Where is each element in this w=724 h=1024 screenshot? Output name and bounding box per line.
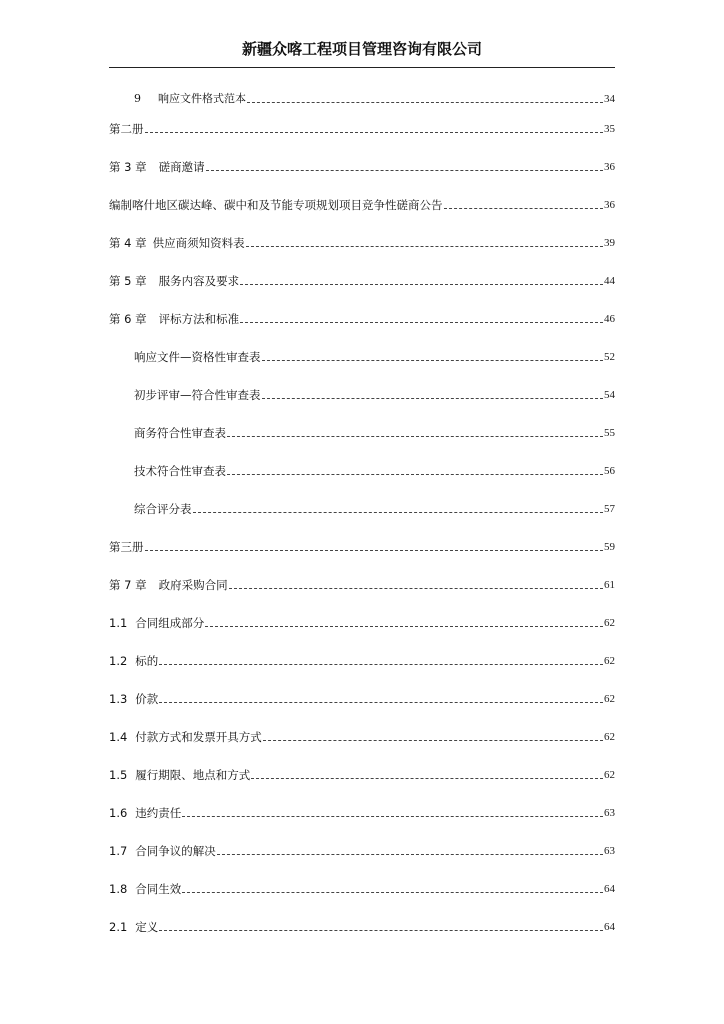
toc-entry-number: 第 7 章: [109, 578, 147, 592]
toc-dot-leader: [206, 170, 603, 171]
toc-entry: [109, 916, 615, 934]
toc-entry: [134, 422, 615, 440]
toc-page-number: 62: [604, 617, 615, 629]
toc-page-number: 52: [604, 351, 615, 363]
toc-entry-title: 违约责任: [135, 806, 182, 820]
toc-entry-title: 技术符合性审查表: [134, 464, 226, 478]
toc-entry-number: 第 3 章: [109, 160, 147, 174]
toc-entry: [109, 308, 615, 326]
toc-entry: [109, 688, 615, 706]
toc-entry-title: 定义: [135, 920, 159, 934]
toc-entry-title: 初步评审—符合性审查表: [134, 388, 261, 402]
document-header-title: 新疆众喀工程项目管理咨询有限公司: [241, 40, 482, 58]
toc-entry-title: 服务内容及要求: [158, 274, 240, 288]
toc-dot-leader: [217, 854, 603, 855]
toc-entry-number: 第 5 章: [109, 274, 147, 288]
toc-entry: [134, 498, 615, 516]
toc-dot-leader: [182, 816, 603, 817]
toc-page-number: 63: [604, 845, 615, 857]
toc-entry-title: 商务符合性审查表: [134, 426, 226, 440]
toc-dot-leader: [227, 474, 603, 475]
toc-page-number: 36: [604, 161, 615, 173]
toc-page-number: 34: [604, 93, 615, 105]
toc-page-number: 64: [604, 921, 615, 933]
toc-entry: [109, 536, 615, 554]
toc-entry-number: 1.7: [109, 844, 128, 858]
toc-entry: [109, 194, 615, 212]
toc-dot-leader: [263, 740, 603, 741]
toc-dot-leader: [145, 550, 604, 551]
toc-entry: [134, 384, 615, 402]
toc-entry-title: 付款方式和发票开具方式: [135, 730, 262, 744]
toc-dot-leader: [240, 284, 603, 285]
toc-entry-number: 9: [134, 92, 141, 105]
toc-page-number: 56: [604, 465, 615, 477]
toc-entry-number: 第 6 章: [109, 312, 147, 326]
toc-dot-leader: [229, 588, 603, 589]
toc-entry: [109, 878, 615, 896]
toc-entry-title: 价款: [135, 692, 159, 706]
toc-dot-leader: [240, 322, 603, 323]
toc-dot-leader: [205, 626, 603, 627]
toc-entry-title: 合同生效: [135, 882, 182, 896]
toc-page-number: 62: [604, 655, 615, 667]
toc-entry: [109, 270, 615, 288]
toc-entry-title: 合同争议的解决: [135, 844, 216, 858]
toc-entry-number: 1.6: [109, 806, 128, 820]
toc-page-number: 35: [604, 123, 615, 135]
toc-entry: [109, 232, 615, 250]
toc-entry-title: 合同组成部分: [135, 616, 205, 630]
toc-dot-leader: [247, 102, 603, 103]
toc-entry: [109, 574, 615, 592]
toc-entry-number: 1.1: [109, 616, 128, 630]
toc-entry-title: 磋商邀请: [158, 160, 205, 174]
toc-page-number: 64: [604, 883, 615, 895]
toc-page-number: 36: [604, 199, 615, 211]
toc-entry-number: 第 4 章: [109, 236, 147, 250]
toc-dot-leader: [159, 702, 603, 703]
toc-page-number: 54: [604, 389, 615, 401]
toc-page-number: 55: [604, 427, 615, 439]
toc-dot-leader: [246, 246, 603, 247]
toc-entry-title: 履行期限、地点和方式: [135, 768, 251, 782]
toc-entry-number: 2.1: [109, 920, 128, 934]
toc-page-number: 62: [604, 693, 615, 705]
toc-page-number: 46: [604, 313, 615, 325]
toc-entry-number: 1.8: [109, 882, 128, 896]
toc-entry-number: 1.3: [109, 692, 128, 706]
toc-entry-title: 编制喀什地区碳达峰、碳中和及节能专项规划项目竞争性磋商公告: [109, 198, 443, 212]
toc-entry-title: 评标方法和标准: [158, 312, 240, 326]
toc-entry-title: 响应文件—资格性审查表: [134, 350, 261, 364]
toc-entry-number: 1.4: [109, 730, 128, 744]
toc-dot-leader: [227, 436, 603, 437]
toc-entry-title: 响应文件格式范本: [158, 92, 246, 105]
toc-entry: [109, 612, 615, 630]
toc-dot-leader: [262, 398, 604, 399]
toc-page-number: 57: [604, 503, 615, 515]
toc-entry-title: 第二册: [109, 122, 144, 136]
toc-entry: [109, 726, 615, 744]
toc-dot-leader: [182, 892, 603, 893]
toc-dot-leader: [251, 778, 603, 779]
toc-dot-leader: [145, 132, 604, 133]
toc-dot-leader: [159, 664, 603, 665]
toc-dot-leader: [262, 360, 604, 361]
toc-page-number: 39: [604, 237, 615, 249]
toc-entry: [109, 118, 615, 136]
toc-page-number: 59: [604, 541, 615, 553]
toc-dot-leader: [159, 930, 603, 931]
toc-entry: [109, 650, 615, 668]
toc-entry: [109, 764, 615, 782]
toc-entry-title: 综合评分表: [134, 502, 192, 516]
toc-page-number: 63: [604, 807, 615, 819]
toc-entry-number: 1.2: [109, 654, 128, 668]
toc-entry-title: 第三册: [109, 540, 144, 554]
toc-page-number: 61: [604, 579, 615, 591]
toc-entry-title: 标的: [135, 654, 159, 668]
toc-entry: [109, 802, 615, 820]
toc-page-number: 62: [604, 731, 615, 743]
toc-entry: [134, 88, 615, 106]
toc-entry: [134, 346, 615, 364]
toc-entry-title: 供应商须知资料表: [152, 236, 245, 250]
toc-entry-title: 政府采购合同: [158, 578, 228, 592]
toc-page-number: 62: [604, 769, 615, 781]
toc-page-number: 44: [604, 275, 615, 287]
toc-entry-number: 1.5: [109, 768, 128, 782]
toc-entry: [134, 460, 615, 478]
toc-dot-leader: [444, 208, 604, 209]
toc-entry: [109, 840, 615, 858]
toc-entry: [109, 156, 615, 174]
toc-dot-leader: [193, 512, 604, 513]
